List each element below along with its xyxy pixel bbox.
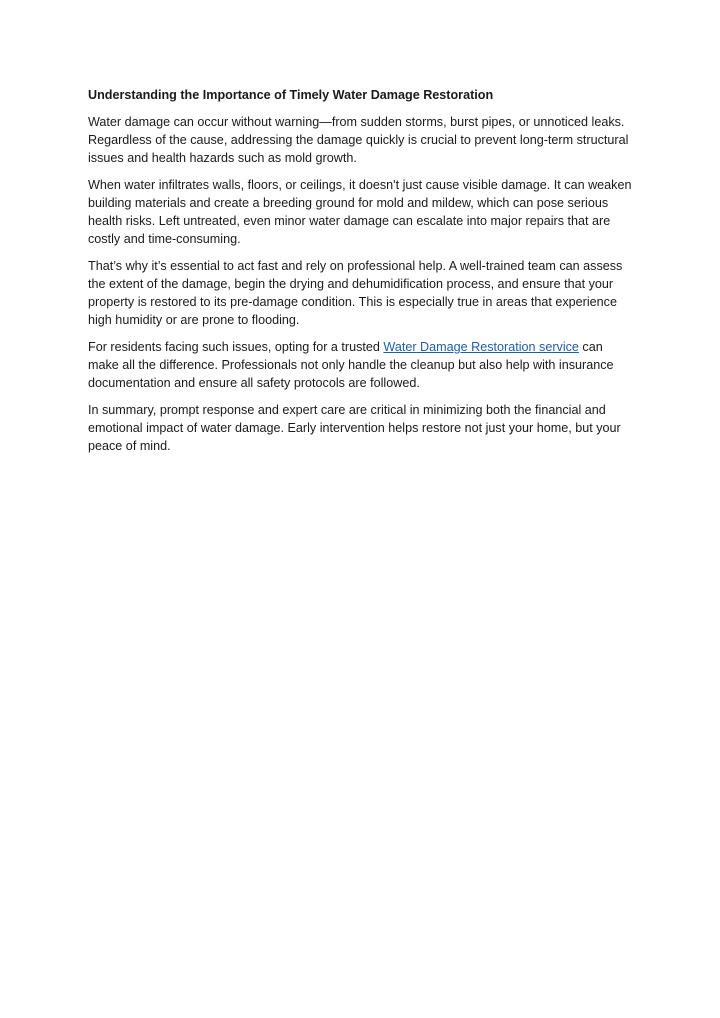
document-heading: Understanding the Importance of Timely Water Damage Restoration [88,88,494,102]
paragraph-summary: In summary, prompt response and expert care are critical in minimizing both the financial and emotional impact of water damage. Early intervention helps restore not just your home, but your peace of mind. [88,403,621,453]
paragraph-professional-help: That’s why it’s essential to act fast and rely on professional help. A well-trained team can assess the extent of the damage, begin the drying and dehumidification process, and ensure that your property is restored to its pre-damage condition. This is especially true in areas that experience high humidity or are prone to flooding. [88,259,623,327]
link-paragraph-before: For residents facing such issues, opting for a trusted [88,340,384,354]
water-damage-restoration-link[interactable]: Water Damage Restoration service [383,340,579,354]
link-paragraph-after: can make all the difference. Professionals not only handle the cleanup but also help with insurance documentation and ensure all safety protocols are followed. [88,340,614,390]
paragraph-trusted-service [88,338,636,392]
document-body [88,86,636,464]
paragraph-damage-effects: When water infiltrates walls, floors, or ceilings, it doesn't just cause visible damage. It can weaken building materials and create a breeding ground for mold and mildew, which can pose serious health risks. Left untreated, even minor water damage can escalate into major repairs that are costly and time-consuming. [88,178,632,246]
paragraph-intro: Water damage can occur without warning—from sudden storms, burst pipes, or unnoticed leaks. Regardless of the cause, addressing the damage quickly is crucial to prevent long-term structural issues and health hazards such as mold growth. [88,115,629,165]
